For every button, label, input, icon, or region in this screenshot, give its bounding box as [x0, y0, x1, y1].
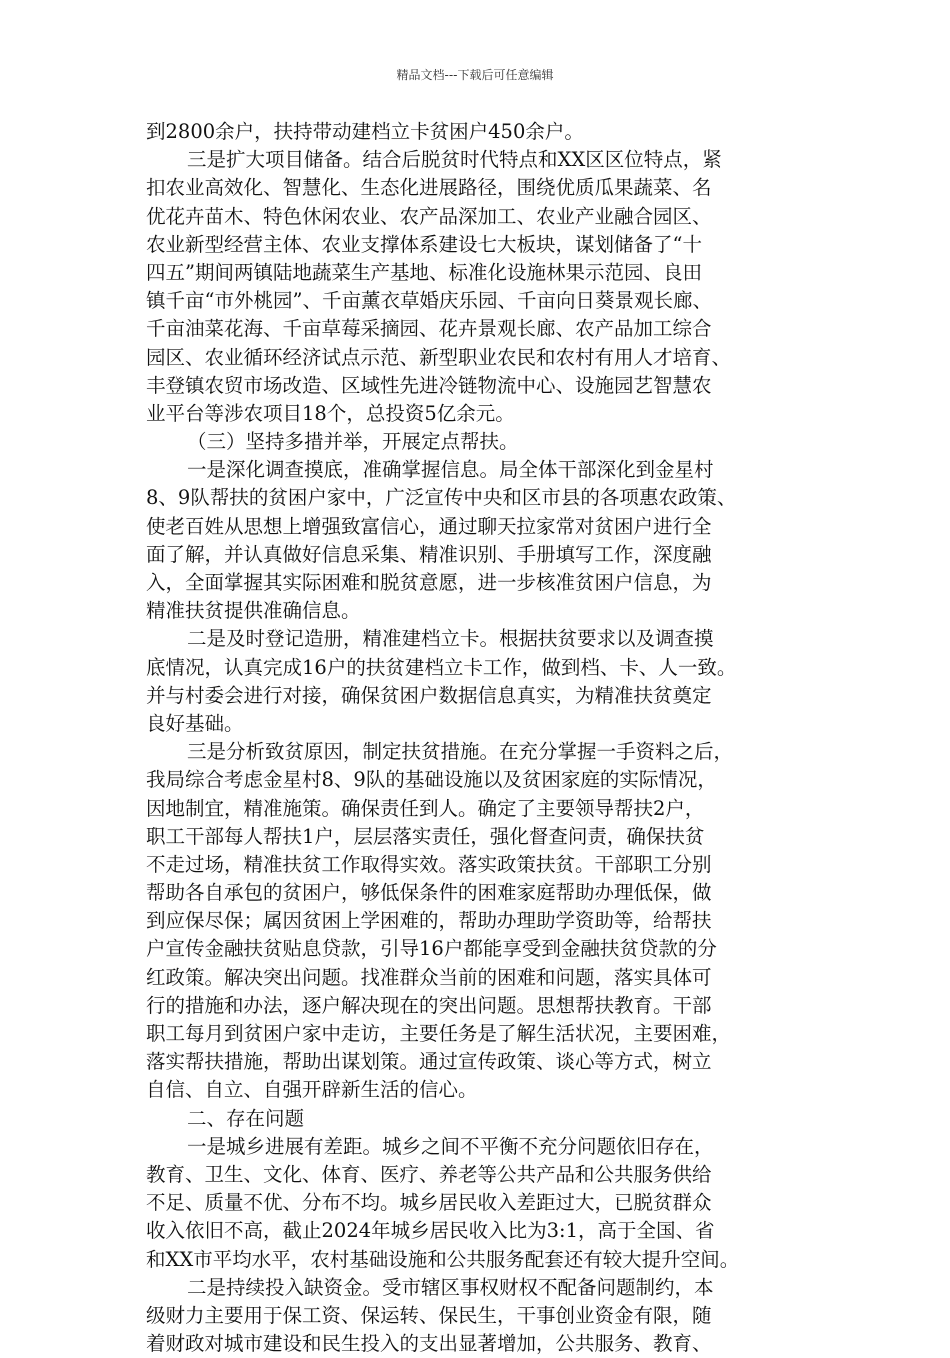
- text-line: 不走过场，精准扶贫工作取得实效。落实政策扶贫。干部职工分别: [146, 852, 712, 876]
- text-line: 我局综合考虑金星村8、9队的基础设施以及贫困家庭的实际情况，: [146, 768, 717, 792]
- text-line: （三）坚持多措并举，开展定点帮扶。: [187, 430, 519, 454]
- text-line: 8、9队帮扶的贫困户家中，广泛宣传中央和区市县的各项惠农政策、: [146, 486, 737, 510]
- text-line: 教育、卫生、文化、体育、医疗、养老等公共产品和公共服务供给: [146, 1162, 712, 1186]
- page-header-note: 精品文档---下载后可任意编辑: [396, 68, 554, 82]
- text-line: 到2800余户，扶持带动建档立卡贫困户450余户。: [146, 120, 584, 143]
- text-line: 级财力主要用于保工资、保运转、保民生，干事创业资金有限，随: [146, 1303, 712, 1327]
- text-line: 底情况，认真完成16户的扶贫建档立卡工作，做到档、卡、人一致。: [146, 655, 737, 679]
- text-line: 并与村委会进行对接，确保贫困户数据信息真实，为精准扶贫奠定: [146, 683, 712, 707]
- text-line: 使老百姓从思想上增强致富信心，通过聊天拉家常对贫困户进行全: [146, 514, 712, 538]
- text-line: 优花卉苗木、特色休闲农业、农产品深加工、农业产业融合园区、: [146, 204, 712, 228]
- text-line: 千亩油菜花海、千亩草莓采摘园、花卉景观长廊、农产品加工综合: [146, 317, 712, 341]
- text-line: 自信、自立、自强开辟新生活的信心。: [146, 1078, 478, 1102]
- text-line: 因地制宜，精准施策。确保责任到人。确定了主要领导帮扶2户，: [146, 796, 705, 820]
- text-line: 四五”期间两镇陆地蔬菜生产基地、标准化设施林果示范园、良田: [146, 260, 702, 284]
- text-line: 帮助各自承包的贫困户，够低保条件的困难家庭帮助办理低保，做: [146, 881, 712, 905]
- text-line: 一是城乡进展有差距。城乡之间不平衡不充分问题依旧存在，: [187, 1134, 714, 1158]
- text-line: 入，全面掌握其实际困难和脱贫意愿，进一步核准贫困户信息，为: [146, 571, 712, 594]
- text-line: 不足、质量不优、分布不均。城乡居民收入差距过大，已脱贫群众: [146, 1191, 712, 1215]
- text-line: 农业新型经营主体、农业支撑体系建设七大板块，谋划储备了“十: [146, 232, 702, 256]
- text-line: 职工干部每人帮扶1户，层层落实责任，强化督查问责，确保扶贫: [146, 824, 705, 848]
- text-line: 收入依旧不高，截止2024年城乡居民收入比为3:1，高于全国、省: [146, 1219, 715, 1243]
- text-line: 二、存在问题: [187, 1106, 305, 1130]
- text-line: 行的措施和办法，逐户解决现在的突出问题。思想帮扶教育。干部: [146, 993, 712, 1017]
- text-line: 到应保尽保；属因贫困上学困难的，帮助办理助学资助等，给帮扶: [146, 909, 712, 933]
- text-line: 业平台等涉农项目18个，总投资5亿余元。: [146, 401, 515, 425]
- text-line: 红政策。解决突出问题。找准群众当前的困难和问题，落实具体可: [146, 965, 712, 989]
- text-line: 一是深化调查摸底，准确掌握信息。局全体干部深化到金星村: [187, 458, 714, 482]
- text-line: 精准扶贫提供准确信息。: [146, 599, 361, 623]
- text-line: 着财政对城市建设和民生投入的支出显著增加，公共服务、教育、: [146, 1332, 712, 1356]
- text-line: 面了解，并认真做好信息采集、精准识别、手册填写工作，深度融: [146, 542, 712, 566]
- text-line: 二是及时登记造册，精准建档立卡。根据扶贫要求以及调查摸: [187, 627, 714, 651]
- text-line: 户宣传金融扶贫贴息贷款，引导16户都能享受到金融扶贫贷款的分: [146, 937, 717, 961]
- text-line: 镇千亩“市外桃园”、千亩薰衣草婚庆乐园、千亩向日葵景观长廊、: [146, 289, 712, 313]
- text-line: 扣农业高效化、智慧化、生态化进展路径，围绕优质瓜果蔬菜、名: [146, 176, 712, 200]
- text-line: 丰登镇农贸市场改造、区域性先进冷链物流中心、设施园艺智慧农: [146, 373, 712, 397]
- text-line: 园区、农业循环经济试点示范、新型职业农民和农村有用人才培育、: [146, 345, 732, 369]
- text-line: 和XX市平均水平，农村基础设施和公共服务配套还有较大提升空间。: [146, 1247, 740, 1271]
- text-line: 三是扩大项目储备。结合后脱贫时代特点和XX区区位特点，紧: [187, 148, 722, 172]
- text-line: 三是分析致贫原因，制定扶贫措施。在充分掌握一手资料之后，: [187, 740, 734, 764]
- text-line: 二是持续投入缺资金。受市辖区事权财权不配备问题制约，本: [187, 1275, 714, 1299]
- document-body: [146, 118, 822, 1358]
- text-line: 良好基础。: [146, 711, 244, 735]
- text-line: 落实帮扶措施，帮助出谋划策。通过宣传政策、谈心等方式，树立: [146, 1050, 712, 1074]
- text-line: 职工每月到贫困户家中走访，主要任务是了解生活状况，主要困难，: [146, 1022, 732, 1045]
